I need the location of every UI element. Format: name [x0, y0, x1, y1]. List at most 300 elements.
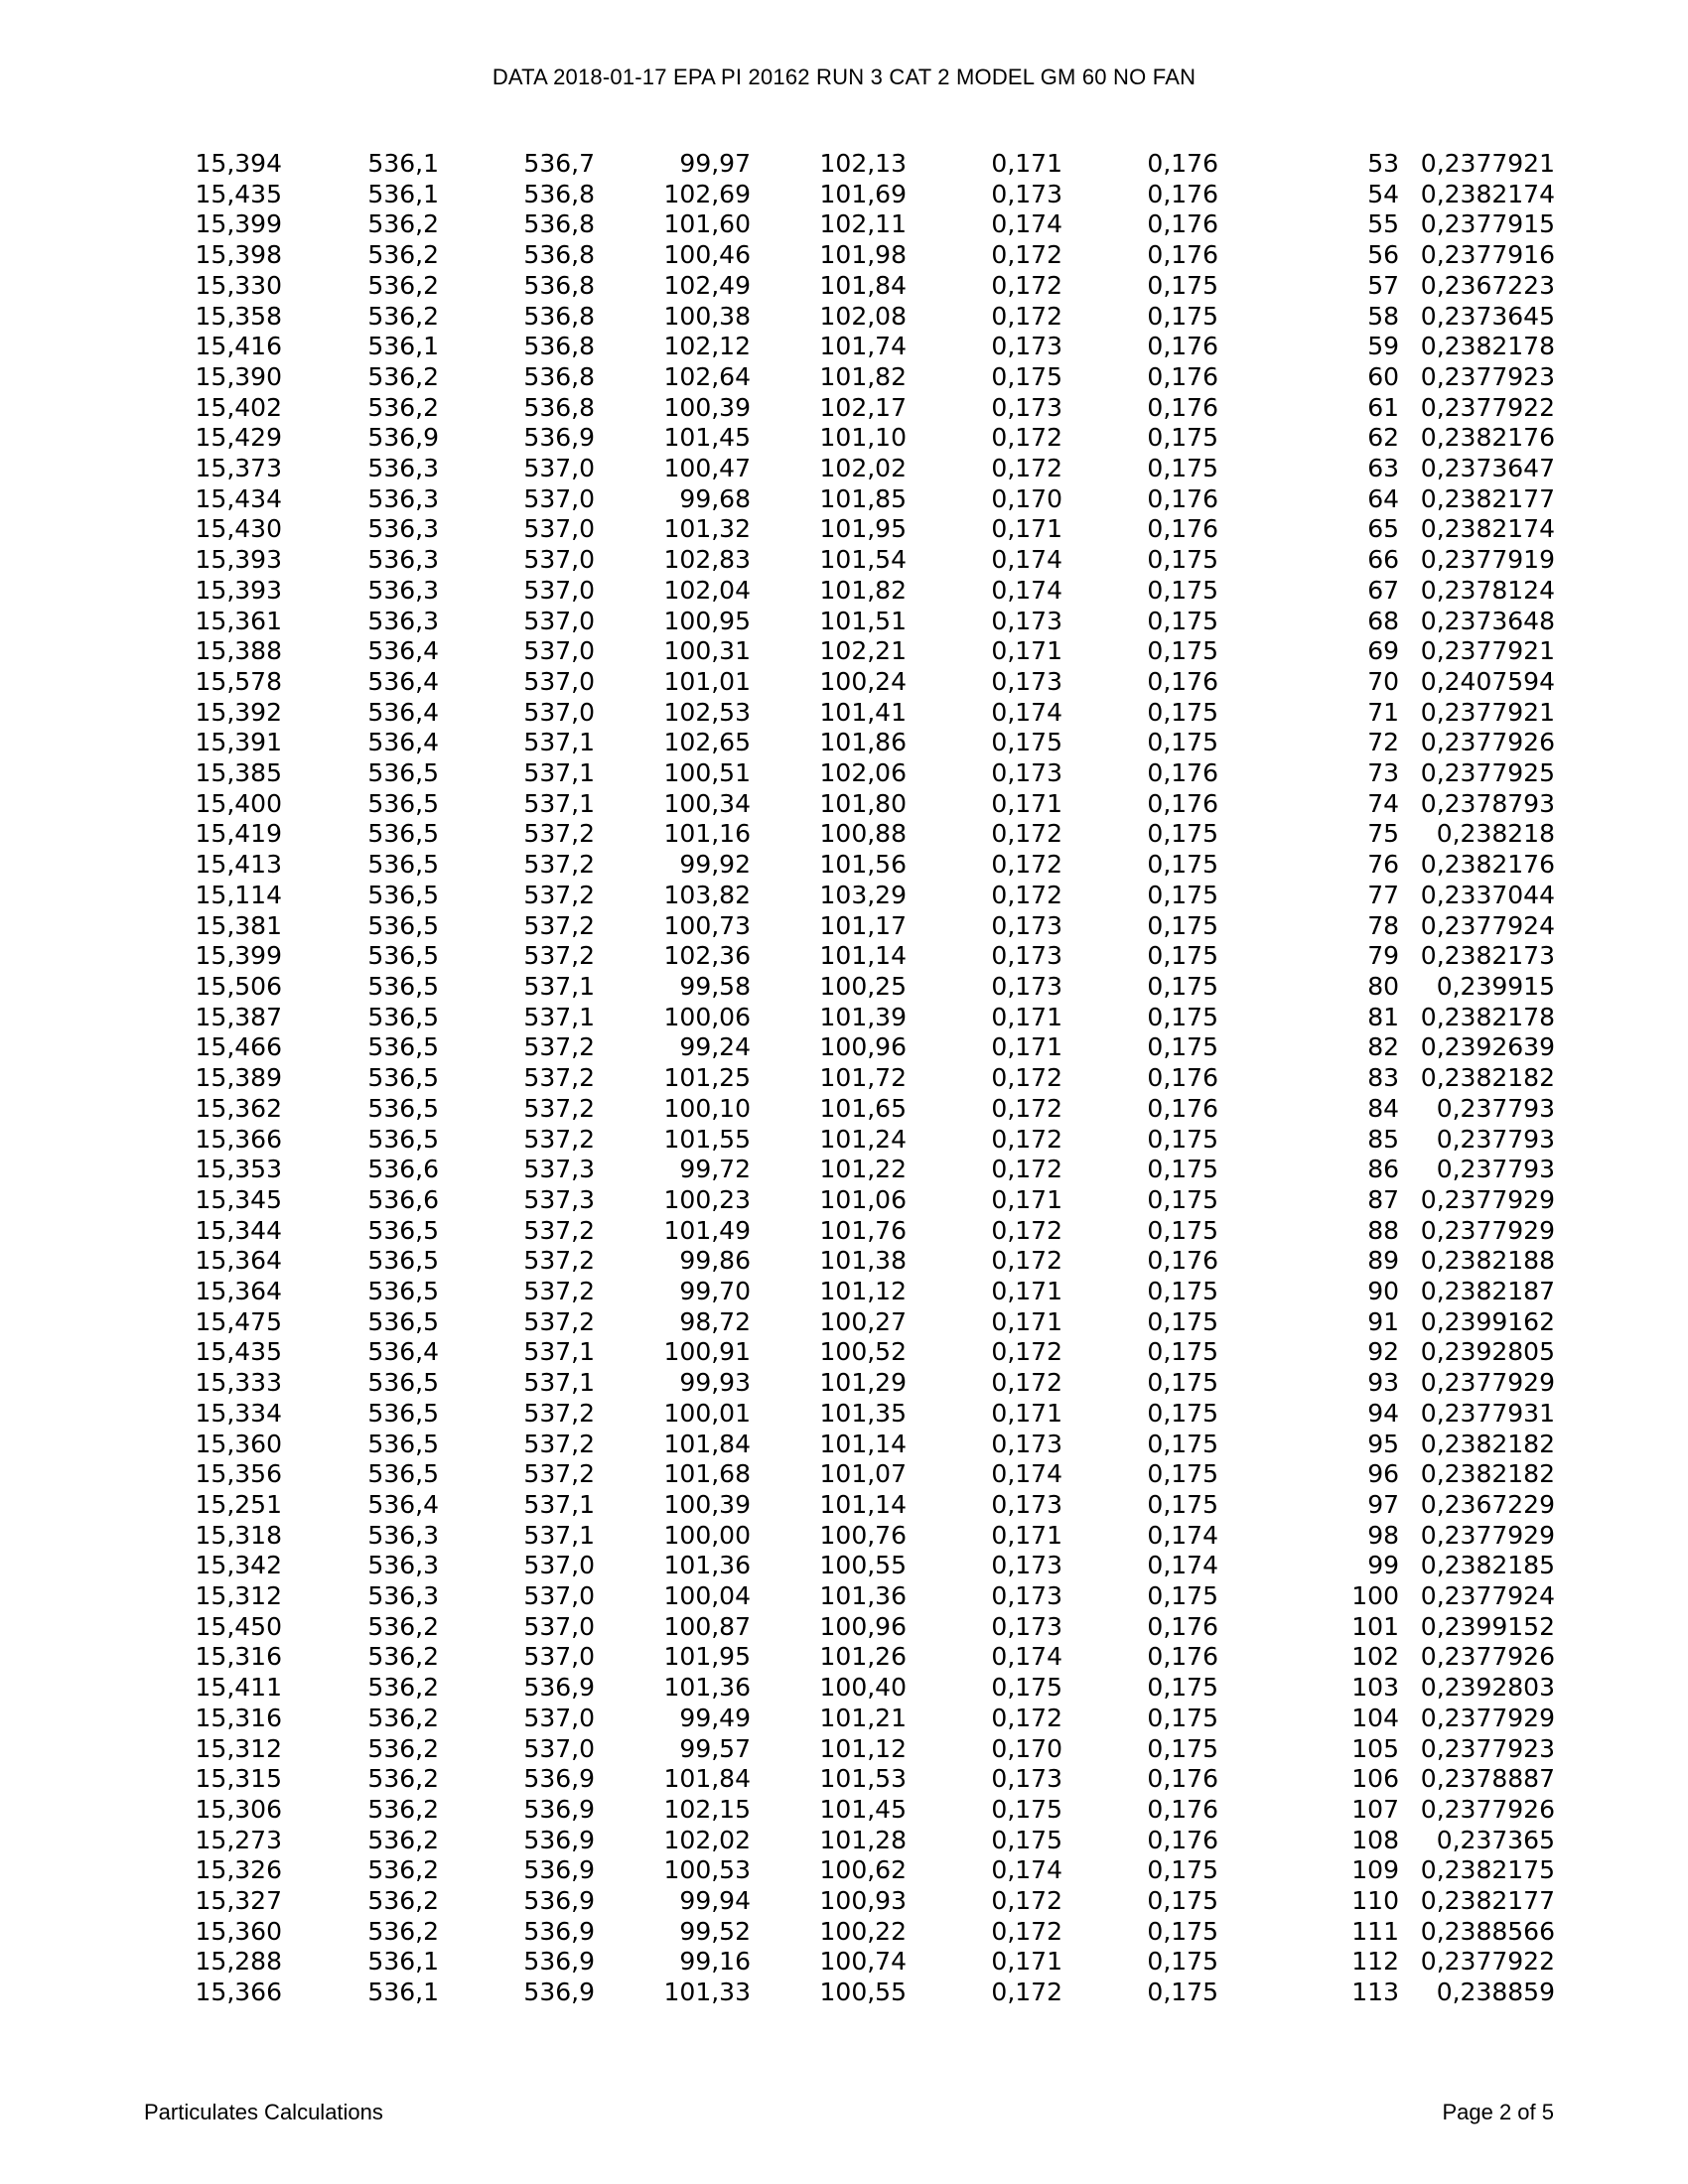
table-row [169, 789, 1555, 820]
table-cell: 15,316 [195, 1642, 282, 1672]
table-cell: 101,95 [819, 514, 907, 544]
table-cell: 102,36 [663, 941, 751, 971]
table-cell: 0,173 [991, 1429, 1062, 1458]
table-row [169, 1490, 1555, 1521]
table-cell: 15,345 [195, 1184, 282, 1214]
table-cell: 15,578 [195, 666, 282, 696]
table-cell: 0,2377924 [1420, 1581, 1555, 1611]
page-title: DATA 2018-01-17 EPA PI 20162 RUN 3 CAT 2 MODEL GM 60 NO FAN [492, 65, 1196, 89]
table-cell: 15,360 [195, 1916, 282, 1946]
table-cell: 101,25 [663, 1063, 751, 1093]
table-cell: 0,174 [991, 1855, 1062, 1885]
table-cell: 102,21 [819, 636, 907, 666]
table-row [169, 362, 1555, 393]
table-row [169, 423, 1555, 454]
table-cell: 81 [1367, 1002, 1399, 1031]
table-cell: 0,173 [991, 1764, 1062, 1794]
table-row [169, 1521, 1555, 1552]
table-cell: 0,171 [991, 788, 1062, 818]
table-cell: 0,175 [1147, 728, 1218, 757]
table-cell: 0,238218 [1436, 819, 1555, 849]
table-cell: 100,27 [819, 1306, 907, 1336]
table-cell: 15,318 [195, 1520, 282, 1550]
table-cell: 0,173 [991, 666, 1062, 696]
table-cell: 60 [1367, 361, 1399, 391]
table-cell: 74 [1367, 788, 1399, 818]
table-cell: 15,393 [195, 545, 282, 575]
table-cell: 537,2 [523, 1093, 595, 1123]
table-cell: 103 [1351, 1673, 1399, 1703]
table-cell: 83 [1367, 1063, 1399, 1093]
table-cell: 15,366 [195, 1978, 282, 2007]
table-cell: 91 [1367, 1306, 1399, 1336]
table-cell: 100,88 [819, 819, 907, 849]
table-cell: 102,17 [819, 392, 907, 422]
table-cell: 15,251 [195, 1489, 282, 1519]
table-cell: 537,1 [523, 1368, 595, 1398]
table-cell: 93 [1367, 1368, 1399, 1398]
table-cell: 0,176 [1147, 788, 1218, 818]
table-cell: 537,1 [523, 971, 595, 1001]
table-cell: 537,2 [523, 1459, 595, 1489]
table-cell: 99,72 [679, 1155, 751, 1184]
table-cell: 0,2382174 [1420, 179, 1555, 208]
table-cell: 99,86 [679, 1246, 751, 1276]
table-cell: 101,45 [663, 423, 751, 453]
table-cell: 100,34 [663, 788, 751, 818]
table-cell: 0,173 [991, 941, 1062, 971]
table-cell: 82 [1367, 1032, 1399, 1062]
table-cell: 15,326 [195, 1855, 282, 1885]
table-cell: 537,2 [523, 819, 595, 849]
table-row [169, 1734, 1555, 1765]
table-cell: 101,84 [663, 1764, 751, 1794]
table-cell: 0,2377919 [1420, 545, 1555, 575]
table-cell: 536,5 [367, 1215, 439, 1245]
table-cell: 100,96 [819, 1611, 907, 1641]
table-cell: 536,8 [523, 332, 595, 361]
table-cell: 100,93 [819, 1886, 907, 1916]
table-cell: 0,172 [991, 1368, 1062, 1398]
table-cell: 0,175 [1147, 1124, 1218, 1154]
table-cell: 101,01 [663, 666, 751, 696]
table-cell: 104 [1351, 1703, 1399, 1732]
table-cell: 536,2 [367, 1733, 439, 1763]
table-cell: 15,389 [195, 1063, 282, 1093]
table-cell: 0,176 [1147, 758, 1218, 788]
table-cell: 0,2377931 [1420, 1398, 1555, 1428]
table-cell: 102,02 [663, 1825, 751, 1854]
table-cell: 15,327 [195, 1886, 282, 1916]
table-cell: 78 [1367, 910, 1399, 940]
table-cell: 0,173 [991, 392, 1062, 422]
table-cell: 0,173 [991, 606, 1062, 635]
table-row [169, 1826, 1555, 1856]
table-cell: 15,398 [195, 240, 282, 270]
table-cell: 0,175 [1147, 1947, 1218, 1977]
table-cell: 0,2382182 [1420, 1459, 1555, 1489]
table-cell: 15,288 [195, 1947, 282, 1977]
table-cell: 101,26 [819, 1642, 907, 1672]
table-cell: 86 [1367, 1155, 1399, 1184]
table-cell: 15,333 [195, 1368, 282, 1398]
table-cell: 109 [1351, 1855, 1399, 1885]
table-cell: 102,64 [663, 361, 751, 391]
table-cell: 0,2382174 [1420, 514, 1555, 544]
table-cell: 15,399 [195, 209, 282, 239]
table-cell: 101,60 [663, 209, 751, 239]
table-cell: 536,9 [523, 1673, 595, 1703]
table-cell: 100,25 [819, 971, 907, 1001]
table-cell: 0,175 [1147, 1978, 1218, 2007]
table-cell: 102 [1351, 1642, 1399, 1672]
table-cell: 0,174 [991, 209, 1062, 239]
table-cell: 57 [1367, 270, 1399, 300]
table-cell: 536,9 [523, 1978, 595, 2007]
table-cell: 15,306 [195, 1794, 282, 1824]
table-row [169, 1430, 1555, 1460]
table-cell: 0,2367223 [1420, 270, 1555, 300]
table-cell: 0,2382177 [1420, 1886, 1555, 1916]
table-row [169, 1094, 1555, 1125]
table-cell: 102,49 [663, 270, 751, 300]
table-row [169, 454, 1555, 484]
table-cell: 0,175 [1147, 301, 1218, 331]
table-cell: 15,342 [195, 1551, 282, 1580]
table-cell: 15,381 [195, 910, 282, 940]
table-cell: 536,2 [367, 1673, 439, 1703]
table-cell: 101,54 [819, 545, 907, 575]
table-cell: 100,24 [819, 666, 907, 696]
table-cell: 100,62 [819, 1855, 907, 1885]
table-cell: 98 [1367, 1520, 1399, 1550]
data-table [169, 149, 1555, 2008]
table-cell: 67 [1367, 575, 1399, 605]
table-cell: 85 [1367, 1124, 1399, 1154]
table-cell: 15,316 [195, 1703, 282, 1732]
table-cell: 101,82 [819, 361, 907, 391]
table-row [169, 941, 1555, 972]
table-cell: 102,12 [663, 332, 751, 361]
table-cell: 0,176 [1147, 1642, 1218, 1672]
table-cell: 101,39 [819, 1002, 907, 1031]
table-cell: 99,58 [679, 971, 751, 1001]
table-cell: 0,174 [1147, 1520, 1218, 1550]
table-cell: 15,361 [195, 606, 282, 635]
table-cell: 536,8 [523, 301, 595, 331]
table-cell: 0,2377915 [1420, 209, 1555, 239]
table-cell: 0,175 [1147, 1337, 1218, 1367]
table-cell: 0,2399162 [1420, 1306, 1555, 1336]
table-row [169, 393, 1555, 424]
table-row [169, 1612, 1555, 1643]
table-cell: 536,9 [523, 423, 595, 453]
table-cell: 536,9 [523, 1916, 595, 1946]
table-cell: 15,114 [195, 880, 282, 909]
table-cell: 0,2377916 [1420, 240, 1555, 270]
table-cell: 0,175 [1147, 1886, 1218, 1916]
table-cell: 537,0 [523, 483, 595, 513]
table-cell: 101,85 [819, 483, 907, 513]
table-cell: 100,95 [663, 606, 751, 635]
table-cell: 536,1 [367, 332, 439, 361]
table-cell: 0,176 [1147, 666, 1218, 696]
table-cell: 536,5 [367, 758, 439, 788]
table-cell: 536,3 [367, 1520, 439, 1550]
table-cell: 76 [1367, 850, 1399, 880]
table-cell: 0,2382175 [1420, 1855, 1555, 1885]
table-cell: 15,394 [195, 149, 282, 178]
table-cell: 0,237793 [1436, 1093, 1555, 1123]
table-cell: 536,2 [367, 392, 439, 422]
table-cell: 0,172 [991, 1093, 1062, 1123]
table-cell: 0,170 [991, 1733, 1062, 1763]
table-cell: 0,2377921 [1420, 149, 1555, 178]
table-cell: 0,2377925 [1420, 758, 1555, 788]
table-cell: 15,429 [195, 423, 282, 453]
table-cell: 537,1 [523, 1489, 595, 1519]
table-cell: 536,5 [367, 1032, 439, 1062]
table-cell: 101,68 [663, 1459, 751, 1489]
table-cell: 536,2 [367, 1794, 439, 1824]
table-row [169, 881, 1555, 911]
table-cell: 15,435 [195, 179, 282, 208]
table-cell: 54 [1367, 179, 1399, 208]
table-cell: 59 [1367, 332, 1399, 361]
table-row [169, 607, 1555, 637]
table-row [169, 332, 1555, 362]
table-cell: 0,2382178 [1420, 332, 1555, 361]
table-cell: 536,5 [367, 850, 439, 880]
table-cell: 0,175 [1147, 1916, 1218, 1946]
table-row [169, 1978, 1555, 2008]
table-cell: 537,2 [523, 1306, 595, 1336]
table-cell: 536,5 [367, 788, 439, 818]
table-cell: 536,4 [367, 666, 439, 696]
table-cell: 99,24 [679, 1032, 751, 1062]
table-cell: 0,237365 [1436, 1825, 1555, 1854]
table-cell: 15,450 [195, 1611, 282, 1641]
table-cell: 0,175 [1147, 1733, 1218, 1763]
table-cell: 0,171 [991, 1002, 1062, 1031]
table-cell: 0,174 [991, 697, 1062, 727]
table-cell: 101,17 [819, 910, 907, 940]
table-cell: 0,176 [1147, 1794, 1218, 1824]
table-cell: 0,2382188 [1420, 1246, 1555, 1276]
table-row [169, 1855, 1555, 1886]
table-cell: 0,174 [991, 1459, 1062, 1489]
table-cell: 102,11 [819, 209, 907, 239]
table-row [169, 1795, 1555, 1826]
table-cell: 536,8 [523, 392, 595, 422]
table-cell: 0,2382173 [1420, 941, 1555, 971]
table-cell: 537,0 [523, 1642, 595, 1672]
table-cell: 0,2382185 [1420, 1551, 1555, 1580]
table-cell: 536,3 [367, 575, 439, 605]
table-cell: 0,2373647 [1420, 454, 1555, 483]
table-cell: 80 [1367, 971, 1399, 1001]
table-cell: 0,172 [991, 1155, 1062, 1184]
table-cell: 0,171 [991, 1306, 1062, 1336]
table-cell: 101,98 [819, 240, 907, 270]
table-cell: 0,175 [1147, 1368, 1218, 1398]
table-row [169, 240, 1555, 271]
table-cell: 0,175 [1147, 575, 1218, 605]
table-cell: 0,176 [1147, 1093, 1218, 1123]
table-cell: 15,353 [195, 1155, 282, 1184]
table-cell: 100,53 [663, 1855, 751, 1885]
table-cell: 536,9 [523, 1794, 595, 1824]
table-cell: 536,9 [523, 1886, 595, 1916]
table-cell: 0,175 [1147, 1277, 1218, 1306]
table-cell: 536,2 [367, 361, 439, 391]
table-cell: 537,0 [523, 1703, 595, 1732]
table-cell: 0,176 [1147, 1246, 1218, 1276]
table-cell: 0,237793 [1436, 1124, 1555, 1154]
table-cell: 101,82 [819, 575, 907, 605]
table-cell: 0,176 [1147, 361, 1218, 391]
table-cell: 0,170 [991, 483, 1062, 513]
table-cell: 536,5 [367, 1306, 439, 1336]
table-cell: 62 [1367, 423, 1399, 453]
table-cell: 0,2392805 [1420, 1337, 1555, 1367]
table-cell: 536,4 [367, 1489, 439, 1519]
table-cell: 0,176 [1147, 149, 1218, 178]
table-cell: 536,2 [367, 1916, 439, 1946]
table-cell: 0,2382176 [1420, 423, 1555, 453]
table-cell: 15,506 [195, 971, 282, 1001]
table-cell: 536,9 [367, 423, 439, 453]
table-cell: 0,175 [1147, 1002, 1218, 1031]
table-cell: 15,312 [195, 1581, 282, 1611]
table-cell: 536,2 [367, 209, 439, 239]
table-cell: 0,172 [991, 454, 1062, 483]
table-cell: 97 [1367, 1489, 1399, 1519]
table-cell: 537,0 [523, 454, 595, 483]
table-cell: 0,175 [1147, 941, 1218, 971]
table-cell: 99,16 [679, 1947, 751, 1977]
table-cell: 90 [1367, 1277, 1399, 1306]
table-cell: 0,172 [991, 1246, 1062, 1276]
table-cell: 0,175 [1147, 1489, 1218, 1519]
table-cell: 536,4 [367, 697, 439, 727]
table-row [169, 1032, 1555, 1063]
table-cell: 536,5 [367, 1002, 439, 1031]
table-row [169, 1277, 1555, 1307]
table-cell: 0,2392803 [1420, 1673, 1555, 1703]
table-cell: 15,391 [195, 728, 282, 757]
table-cell: 15,419 [195, 819, 282, 849]
table-cell: 536,5 [367, 1429, 439, 1458]
table-cell: 536,8 [523, 270, 595, 300]
table-cell: 536,3 [367, 545, 439, 575]
table-cell: 101,22 [819, 1155, 907, 1184]
table-cell: 100,91 [663, 1337, 751, 1367]
table-row [169, 1246, 1555, 1277]
table-cell: 15,364 [195, 1246, 282, 1276]
table-cell: 536,9 [523, 1855, 595, 1885]
table-cell: 0,173 [991, 1611, 1062, 1641]
table-cell: 102,06 [819, 758, 907, 788]
table-cell: 536,4 [367, 1337, 439, 1367]
table-row [169, 209, 1555, 240]
table-cell: 0,2377929 [1420, 1520, 1555, 1550]
table-cell: 101,21 [819, 1703, 907, 1732]
table-cell: 536,8 [523, 240, 595, 270]
table-row [169, 1337, 1555, 1368]
table-cell: 15,399 [195, 941, 282, 971]
table-cell: 0,176 [1147, 1611, 1218, 1641]
table-cell: 536,5 [367, 1277, 439, 1306]
table-cell: 15,344 [195, 1215, 282, 1245]
table-cell: 66 [1367, 545, 1399, 575]
table-cell: 536,9 [523, 1764, 595, 1794]
table-cell: 536,3 [367, 454, 439, 483]
table-cell: 0,175 [1147, 1398, 1218, 1428]
table-cell: 0,2377923 [1420, 1733, 1555, 1763]
table-cell: 100,31 [663, 636, 751, 666]
table-cell: 0,175 [1147, 270, 1218, 300]
table-cell: 0,2377929 [1420, 1215, 1555, 1245]
table-cell: 88 [1367, 1215, 1399, 1245]
table-cell: 0,175 [1147, 697, 1218, 727]
table-cell: 0,2367229 [1420, 1489, 1555, 1519]
table-cell: 536,1 [367, 149, 439, 178]
table-cell: 101,41 [819, 697, 907, 727]
table-cell: 536,8 [523, 361, 595, 391]
table-cell: 101,84 [819, 270, 907, 300]
table-cell: 0,171 [991, 636, 1062, 666]
table-cell: 100,04 [663, 1581, 751, 1611]
table-cell: 100,23 [663, 1184, 751, 1214]
table-cell: 537,2 [523, 1429, 595, 1458]
table-row [169, 149, 1555, 180]
table-cell: 537,0 [523, 514, 595, 544]
table-cell: 89 [1367, 1246, 1399, 1276]
table-cell: 0,2399152 [1420, 1611, 1555, 1641]
table-cell: 537,2 [523, 880, 595, 909]
table-cell: 536,3 [367, 1581, 439, 1611]
table-cell: 79 [1367, 941, 1399, 971]
table-cell: 100,22 [819, 1916, 907, 1946]
table-cell: 0,172 [991, 880, 1062, 909]
table-cell: 537,2 [523, 1277, 595, 1306]
table-cell: 0,175 [1147, 1703, 1218, 1732]
table-cell: 536,3 [367, 606, 439, 635]
table-cell: 101,12 [819, 1733, 907, 1763]
table-cell: 100,01 [663, 1398, 751, 1428]
table-cell: 0,176 [1147, 392, 1218, 422]
table-row [169, 1673, 1555, 1704]
table-row [169, 850, 1555, 881]
table-cell: 536,5 [367, 971, 439, 1001]
table-cell: 0,173 [991, 332, 1062, 361]
table-cell: 536,2 [367, 301, 439, 331]
table-cell: 99,70 [679, 1277, 751, 1306]
table-cell: 101,29 [819, 1368, 907, 1398]
table-cell: 53 [1367, 149, 1399, 178]
table-cell: 536,3 [367, 514, 439, 544]
table-row [169, 1551, 1555, 1581]
table-cell: 536,2 [367, 1703, 439, 1732]
table-cell: 0,175 [1147, 1429, 1218, 1458]
table-cell: 0,175 [1147, 1215, 1218, 1245]
table-cell: 0,176 [1147, 179, 1218, 208]
table-cell: 0,172 [991, 850, 1062, 880]
table-cell: 0,2407594 [1420, 666, 1555, 696]
table-cell: 537,2 [523, 941, 595, 971]
table-cell: 0,175 [1147, 1581, 1218, 1611]
